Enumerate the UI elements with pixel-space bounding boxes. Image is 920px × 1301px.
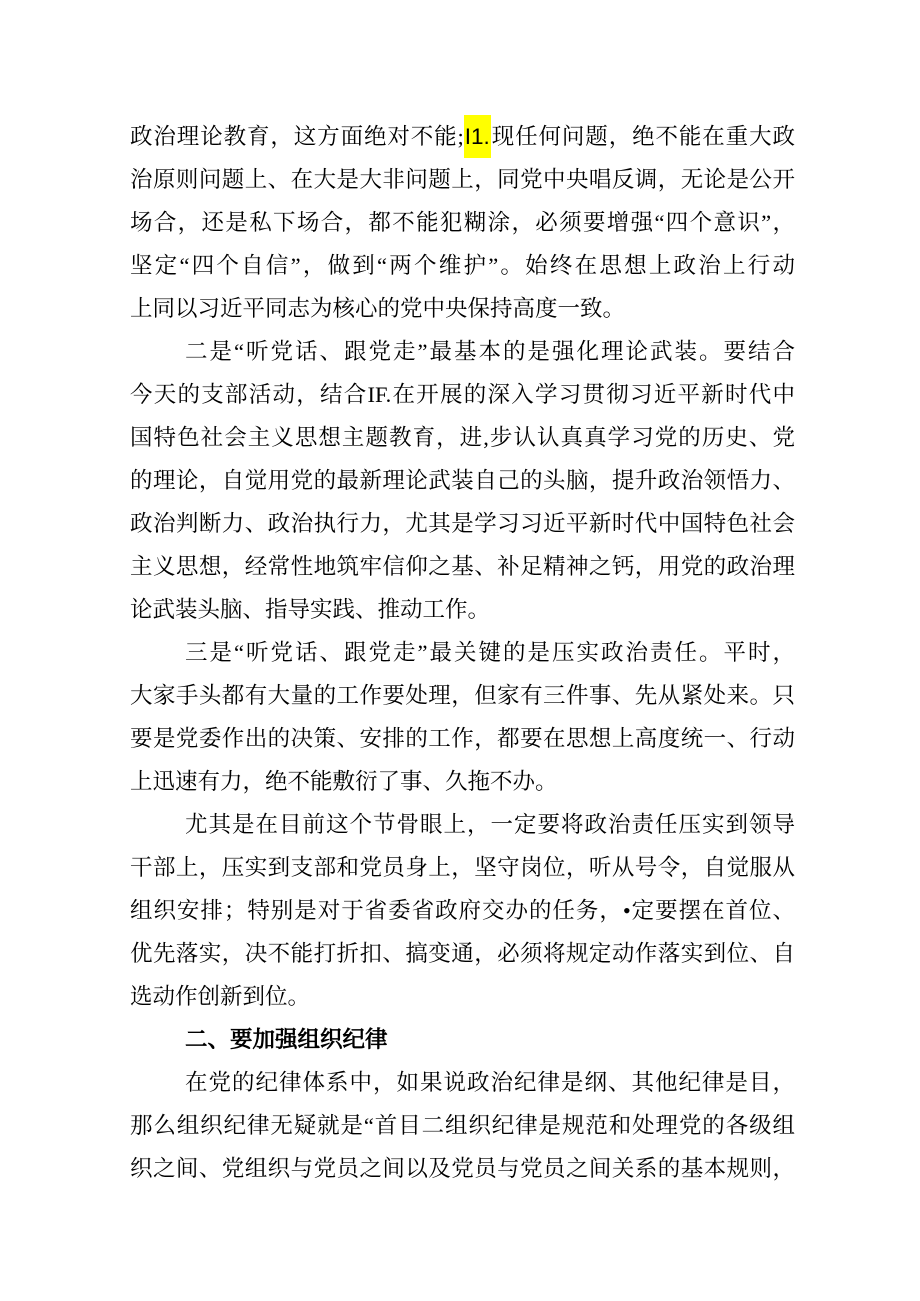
text-segment: 现任何问题，绝不能在重大政 [490, 124, 795, 149]
text-line: 尤其是在目前这个节骨眼上，一定要将政治责任压实到领导 [185, 812, 795, 837]
section-heading: 二、要加强组织纪律 [185, 1027, 388, 1052]
text-line: 干部上，压实到支部和党员身上，坚守岗位，听从号令，自觉服从 [130, 855, 795, 880]
paragraph [130, 803, 795, 1018]
text-line: 主义思想，经常性地筑牢信仰之基、补足精神之钙，用党的政治理 [130, 554, 795, 579]
text-line: 组织安排；特别是对于省委省政府交办的任务，•定要摆在首位、 [130, 898, 795, 923]
text-line: 今天的支部活动，结合IF.在开展的深入学习贯彻习近平新时代中 [130, 382, 795, 407]
text-line: 选动作创新到位。 [130, 984, 311, 1009]
paragraph [130, 330, 795, 631]
text-line: 论武装头脑、指导实践、推动工作。 [130, 597, 491, 622]
text-line: 政治判断力、政治执行力，尤其是学习习近平新时代中国特色社会 [130, 511, 795, 536]
text-line: 优先落实，决不能打折扣、搞变通，必须将规定动作落实到位、自 [130, 941, 795, 966]
text-line: 上迅速有力，绝不能敷衍了事、久拖不办。 [130, 769, 558, 794]
text-line: 三是“听党话、跟党走”最关键的是压实政治责任。平时， [185, 640, 795, 665]
text-segment: 政治理论教育，这方面绝对不能; [130, 124, 464, 149]
text-line: 坚定“四个自信”，做到“两个维护”。始终在思想上政治上行动 [130, 253, 795, 278]
text-line: 上同以习近平同志为核心的党中央保持高度一致。 [130, 296, 626, 321]
highlighted-text: I1. [464, 115, 491, 158]
text-line: 那么组织纪律无疑就是“首目二组织纪律是规范和处理党的各级组 [130, 1113, 795, 1138]
text-line [130, 115, 795, 158]
text-line: 国特色社会主义思想主题教育，进,步认认真真学习党的历史、党 [130, 425, 795, 450]
paragraph [130, 1061, 795, 1190]
text-line: 二是“听党话、跟党走”最基本的是强化理论武装。要结合 [185, 339, 795, 364]
document-body [130, 115, 795, 1190]
text-line: 的理论，自觉用党的最新理论武装自己的头脑，提升政治领悟力、 [130, 468, 795, 493]
text-line: 织之间、党组织与党员之间以及党员与党员之间关系的基本规则， [130, 1156, 795, 1181]
text-line: 治原则问题上、在大是大非问题上，同党中央唱反调，无论是公开 [130, 167, 795, 192]
paragraph [130, 631, 795, 803]
text-line: 大家手头都有大量的工作要处理，但家有三件事、先从紧处来。只 [130, 683, 795, 708]
text-line: 场合，还是私下场合，都不能犯糊涂，必须要增强“四个意识”， [130, 210, 795, 235]
text-line: 在党的纪律体系中，如果说政治纪律是纲、其他纪律是目， [185, 1070, 795, 1095]
paragraph [130, 115, 795, 330]
text-line: 要是党委作出的决策、安排的工作，都要在思想上高度统一、行动 [130, 726, 795, 751]
